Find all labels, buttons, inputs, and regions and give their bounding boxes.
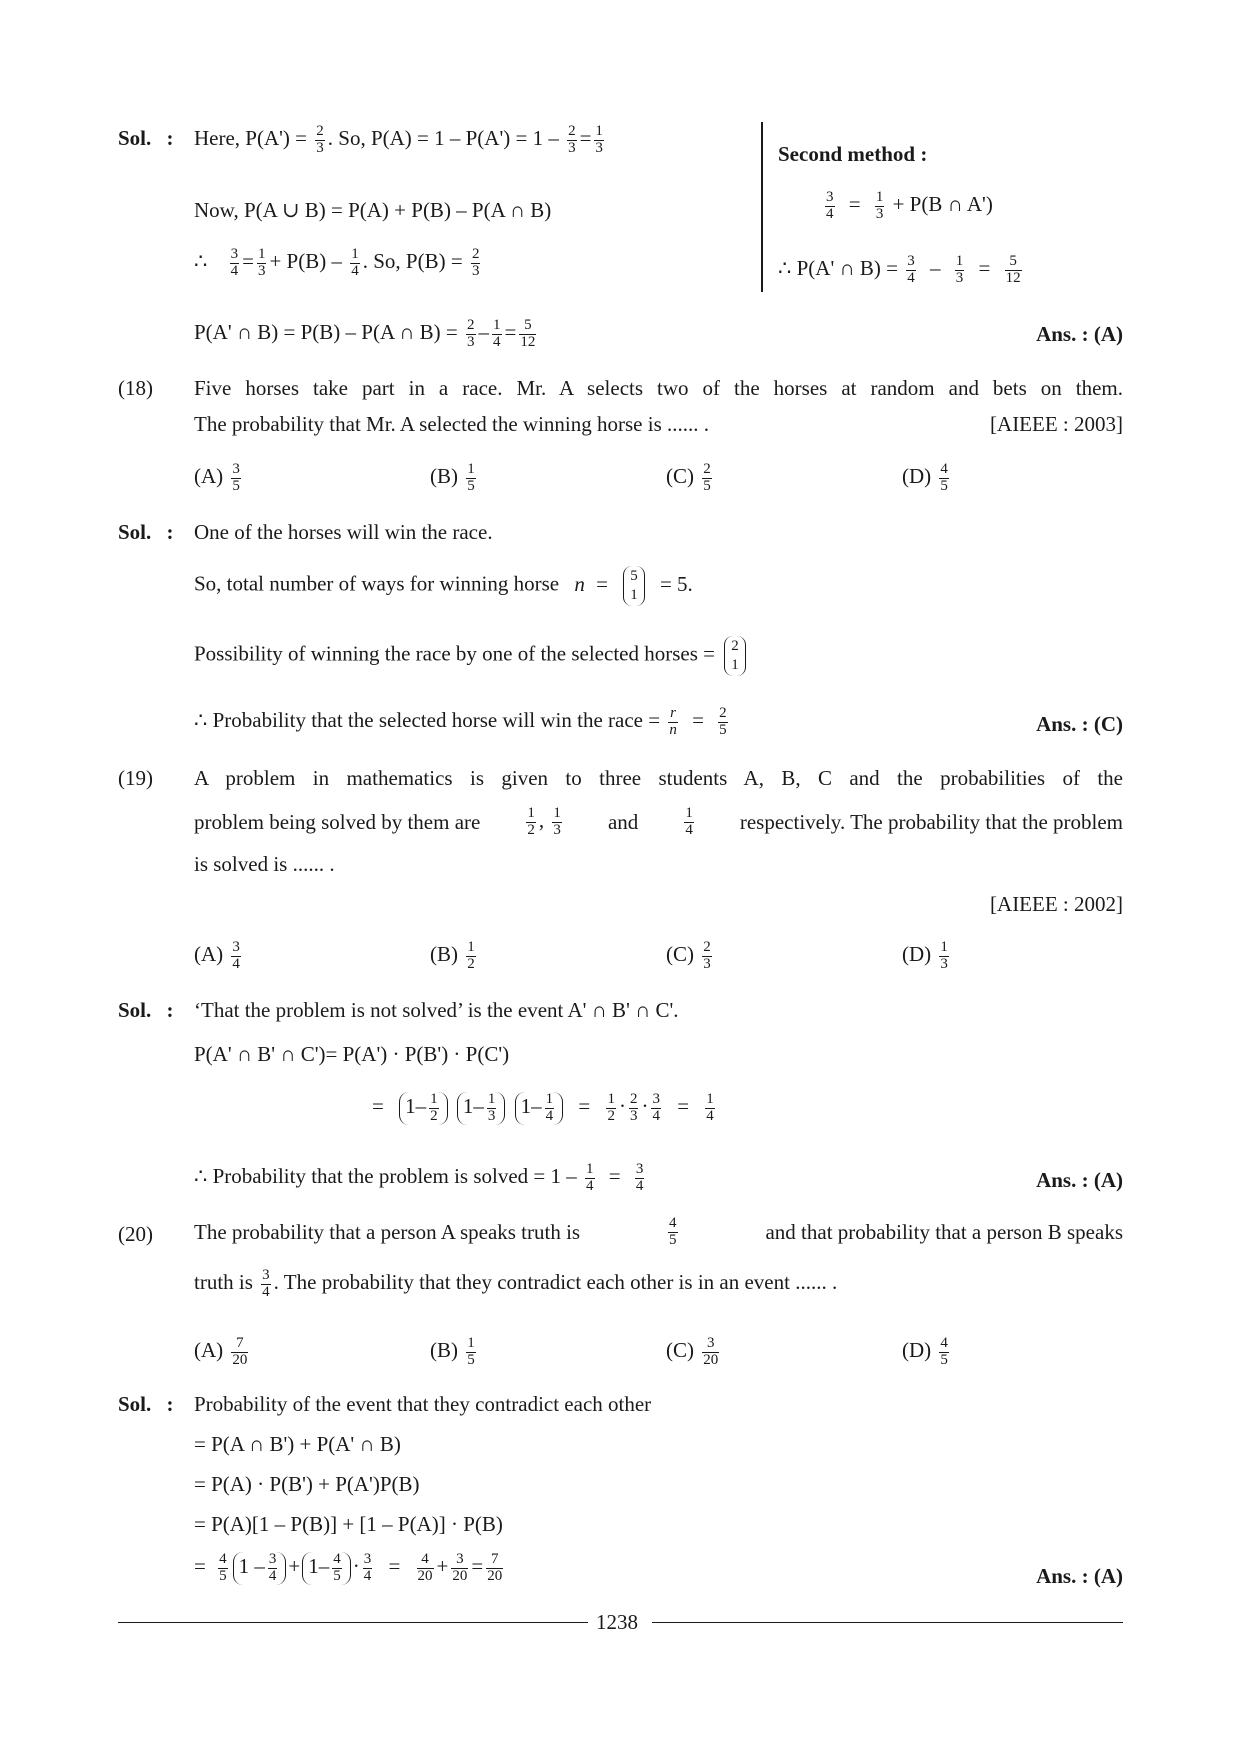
binomial-coefficient: 2 1 bbox=[724, 636, 746, 676]
sol18-line-3 bbox=[194, 636, 750, 676]
option-label: (B) bbox=[430, 942, 458, 967]
option-c[interactable] bbox=[666, 1336, 722, 1369]
fraction: $\frac{4}{20}$ bbox=[417, 1551, 433, 1584]
fraction: $\frac{1}{5}$ bbox=[467, 461, 475, 494]
fraction: $\frac{1}{3}$ bbox=[257, 246, 266, 279]
question-19-text-1: A problem in mathematics is given to three students A, B, C and the probabilities of the bbox=[194, 766, 1123, 790]
fraction: $\frac{3}{4}$ bbox=[232, 939, 240, 972]
question-18-source: [AIEEE : 2003] bbox=[990, 412, 1123, 436]
answer-17: Ans. : (A) bbox=[1036, 322, 1123, 346]
fraction: $\frac{3}{20}$ bbox=[703, 1335, 719, 1368]
sol19-line-4: ∴ Probability that the problem is solved = 1 – $\frac{1}{4}$ = $\frac{3}{4}$ bbox=[194, 1161, 644, 1194]
fraction: $\frac{3}{4}$ bbox=[652, 1091, 660, 1124]
therefore-symbol: ∴ bbox=[194, 249, 208, 274]
sol17-text: . So, P(A) = 1 – P(A') = 1 – bbox=[327, 126, 559, 151]
option-label: (B) bbox=[430, 1338, 458, 1363]
fraction: $\frac{3}{4}$ bbox=[262, 1267, 270, 1300]
sol17-text: ∴ P(A' ∩ B) = bbox=[778, 256, 898, 281]
fraction: $\frac{7}{20}$ bbox=[487, 1551, 503, 1584]
second-method-line-2: $\frac{3}{4}$ = $\frac{1}{3}$ + P(B ∩ A') bbox=[826, 189, 993, 222]
fraction: $\frac{2}{5}$ bbox=[719, 705, 727, 738]
sol17-text: P(A' ∩ B) = P(B) – P(A ∩ B) = bbox=[194, 320, 458, 345]
fraction: $\frac{3}{4}$ bbox=[230, 246, 239, 279]
sol19-line-2: P(A' ∩ B' ∩ C')= P(A') · P(B') · P(C') bbox=[194, 1042, 510, 1066]
question-number-18: (18) bbox=[118, 376, 153, 400]
sol-label: Sol. bbox=[118, 1392, 152, 1416]
fraction: $\frac{2}{3}$ bbox=[467, 317, 475, 350]
fraction: $\frac{1}{3}$ bbox=[940, 939, 948, 972]
question-20-text: . The probability that they contradict each other is in an event ...... . bbox=[273, 1270, 838, 1295]
fraction: $\frac{2}{3}$ bbox=[703, 939, 711, 972]
sol17-text: Here, P(A') = bbox=[194, 126, 308, 151]
fraction: $\frac{4}{5}$ bbox=[219, 1551, 227, 1584]
option-label: (C) bbox=[666, 1338, 694, 1363]
sol17-text: + P(B) – bbox=[269, 249, 342, 274]
sol17-line-4: P(A' ∩ B) = P(B) – P(A ∩ B) = $\frac{2}{3}$ – $\frac{1}{4}$ = $\frac{5}{12}$ bbox=[194, 317, 536, 350]
question-18-text-1: Five horses take part in a race. Mr. A selects two of the horses at random and bets on them. bbox=[194, 376, 1123, 400]
parenthesis-group: 1– $\frac{1}{2}$ bbox=[399, 1092, 448, 1125]
sol18-line-2: So, total number of ways for winning horse n = 5 1 = 5. bbox=[194, 566, 693, 606]
option-c[interactable] bbox=[666, 940, 715, 973]
option-label: (C) bbox=[666, 464, 694, 489]
question-20-text: and that probability that a person B speaks bbox=[765, 1219, 1123, 1244]
option-label: (C) bbox=[666, 942, 694, 967]
second-method-line-3: ∴ P(A' ∩ B) = $\frac{3}{4}$ – $\frac{1}{3}$ = $\frac{5}{12}$ bbox=[778, 253, 1021, 286]
second-method-heading: Second method : bbox=[778, 142, 928, 166]
option-label: (A) bbox=[194, 1338, 224, 1363]
sol20-line-5: = $\frac{4}{5}$ 1 – $\frac{3}{4}$ + 1– $\frac{4}{5}$ · $\frac{3}{4}$ = $\frac{4}{20}$ + $\frac{3}{20}$ = $\frac{7}{20}$ bbox=[194, 1551, 503, 1584]
fraction: $\frac{2}{3}$ bbox=[629, 1091, 638, 1124]
answer-20: Ans. : (A) bbox=[1036, 1564, 1123, 1588]
fraction: $\frac{3}{20}$ bbox=[452, 1551, 468, 1584]
sol20-line-1: Probability of the event that they contradict each other bbox=[194, 1392, 652, 1416]
fraction: $\frac{7}{20}$ bbox=[232, 1335, 248, 1368]
sol-colon: : bbox=[166, 1392, 174, 1416]
fraction: $\frac{1}{2}$ bbox=[527, 805, 535, 838]
sol20-line-3: = P(A) · P(B') + P(A')P(B) bbox=[194, 1472, 420, 1496]
sol-colon: : bbox=[166, 520, 174, 544]
question-19-text-2: problem being solved by them are $\frac{1}{2}$ , $\frac{1}{3}$ and $\frac{1}{4}$ respectively. The probability that the problem bbox=[194, 805, 1123, 838]
sol17-text: + P(B ∩ A') bbox=[892, 192, 993, 217]
sol19-text: ∴ Probability that the problem is solved = 1 – bbox=[194, 1164, 577, 1189]
option-b[interactable] bbox=[430, 462, 479, 495]
fraction: $\frac{1}{3}$ bbox=[595, 123, 603, 156]
option-b[interactable] bbox=[430, 1336, 479, 1369]
sol20-line-4: = P(A)[1 – P(B)] + [1 – P(A)] · P(B) bbox=[194, 1512, 503, 1536]
option-label: (D) bbox=[902, 464, 932, 489]
sol-colon: : bbox=[166, 998, 174, 1022]
fraction: $\frac{r}{n}$ bbox=[669, 705, 677, 738]
question-number-20: (20) bbox=[118, 1222, 153, 1246]
sol20-line-2: = P(A ∩ B') + P(A' ∩ B) bbox=[194, 1432, 401, 1456]
question-20-text-1 bbox=[194, 1216, 1123, 1249]
fraction: $\frac{5}{12}$ bbox=[1005, 253, 1021, 286]
footer-rule-left bbox=[118, 1622, 588, 1623]
option-a[interactable] bbox=[194, 1336, 251, 1369]
vertical-divider bbox=[761, 122, 763, 292]
fraction: $\frac{1}{4}$ bbox=[545, 1091, 554, 1124]
fraction: $\frac{1}{2}$ bbox=[467, 939, 475, 972]
fraction: $\frac{3}{5}$ bbox=[232, 461, 240, 494]
sol19-line-1: ‘That the problem is not solved’ is the event A' ∩ B' ∩ C'. bbox=[194, 998, 679, 1022]
fraction: $\frac{4}{5}$ bbox=[333, 1551, 341, 1584]
answer-18: Ans. : (C) bbox=[1036, 712, 1123, 736]
sol18-text: Possibility of winning the race by one of the selected horses = bbox=[194, 641, 715, 666]
sol19-line-3: = 1– $\frac{1}{2}$ 1– $\frac{1}{3}$ 1– $\frac{1}{4}$ = $\frac{1}{2}$ · $\frac{2}{3}$ · $\frac{3}{4}$ = $\frac{1}{4}$ bbox=[372, 1091, 714, 1124]
fraction: $\frac{1}{4}$ bbox=[586, 1161, 594, 1194]
option-d[interactable] bbox=[902, 940, 952, 973]
sol17-line-1: Here, P(A') = $\frac{2}{3}$ . So, P(A) = 1 – P(A') = 1 – $\frac{2}{3}$ = $\frac{1}{3}$ bbox=[194, 123, 603, 156]
variable-n: n bbox=[574, 571, 585, 596]
option-label: (D) bbox=[902, 1338, 932, 1363]
footer-rule-right bbox=[652, 1622, 1123, 1623]
sol-label-20 bbox=[118, 1392, 174, 1417]
sol-label: Sol. bbox=[118, 520, 152, 544]
fraction: $\frac{5}{12}$ bbox=[520, 317, 536, 350]
fraction: $\frac{2}{3}$ bbox=[568, 123, 576, 156]
option-c[interactable] bbox=[666, 462, 715, 495]
sol17-line-2: Now, P(A ∪ B) = P(A) + P(B) – P(A ∩ B) bbox=[194, 198, 552, 222]
option-label: (B) bbox=[430, 464, 458, 489]
sol-label-18 bbox=[118, 520, 174, 545]
question-20-text: The probability that a person A speaks truth is bbox=[194, 1219, 581, 1244]
parenthesis-group: 1– $\frac{1}{4}$ bbox=[515, 1092, 564, 1125]
sol-label: Sol. bbox=[118, 998, 152, 1022]
sol17-text: . So, P(B) = bbox=[362, 249, 463, 274]
fraction: $\frac{1}{4}$ bbox=[706, 1091, 714, 1124]
answer-19: Ans. : (A) bbox=[1036, 1168, 1123, 1192]
sol-colon: : bbox=[166, 126, 174, 150]
option-label: (A) bbox=[194, 942, 224, 967]
fraction: $\frac{1}{3}$ bbox=[875, 189, 884, 222]
question-number-19: (19) bbox=[118, 766, 153, 790]
sol18-line-1: One of the horses will win the race. bbox=[194, 520, 493, 544]
option-label: (D) bbox=[902, 942, 932, 967]
option-a[interactable] bbox=[194, 940, 244, 973]
sol18-text: = 5. bbox=[659, 571, 693, 596]
fraction: $\frac{4}{5}$ bbox=[669, 1215, 677, 1248]
fraction: $\frac{4}{5}$ bbox=[940, 461, 948, 494]
fraction: $\frac{3}{4}$ bbox=[907, 253, 915, 286]
question-20-text: truth is bbox=[194, 1270, 253, 1295]
sol-label: Sol. bbox=[118, 126, 152, 150]
fraction: $\frac{1}{2}$ bbox=[607, 1091, 615, 1124]
sol-label-19 bbox=[118, 998, 174, 1023]
fraction: $\frac{3}{4}$ bbox=[826, 189, 834, 222]
question-19-text-3: is solved is ...... . bbox=[194, 852, 335, 876]
question-18-text-2: The probability that Mr. A selected the winning horse is ...... . bbox=[194, 412, 710, 436]
parenthesis-group: 1– $\frac{4}{5}$ bbox=[302, 1552, 351, 1585]
binomial-coefficient: 5 1 bbox=[623, 566, 645, 606]
fraction: $\frac{1}{3}$ bbox=[955, 253, 964, 286]
parenthesis-group: 1 – $\frac{3}{4}$ bbox=[233, 1552, 287, 1585]
parenthesis-group: 1– $\frac{1}{3}$ bbox=[457, 1092, 506, 1125]
fraction: $\frac{2}{3}$ bbox=[316, 123, 324, 156]
fraction: $\frac{1}{4}$ bbox=[493, 317, 501, 350]
question-19-source: [AIEEE : 2002] bbox=[990, 892, 1123, 916]
sol18-line-4: ∴ Probability that the selected horse will win the race = $\frac{r}{n}$ = $\frac{2}{5}$ bbox=[194, 705, 727, 738]
option-a[interactable] bbox=[194, 462, 244, 495]
fraction: $\frac{2}{5}$ bbox=[703, 461, 711, 494]
page-number: 1238 bbox=[596, 1610, 638, 1634]
fraction: $\frac{1}{3}$ bbox=[553, 805, 561, 838]
question-20-text-2 bbox=[194, 1268, 837, 1301]
option-b[interactable] bbox=[430, 940, 479, 973]
option-d[interactable] bbox=[902, 462, 952, 495]
fraction: $\frac{3}{4}$ bbox=[268, 1551, 277, 1584]
question-19-text: respectively. The probability that the problem bbox=[739, 809, 1123, 834]
fraction: $\frac{2}{3}$ bbox=[471, 246, 480, 279]
sol-label-17 bbox=[118, 126, 174, 151]
question-19-text: problem being solved by them are bbox=[194, 809, 481, 834]
fraction: $\frac{3}{4}$ bbox=[635, 1161, 644, 1194]
fraction: $\frac{1}{3}$ bbox=[487, 1091, 496, 1124]
fraction: $\frac{1}{4}$ bbox=[351, 246, 359, 279]
fraction: $\frac{1}{5}$ bbox=[467, 1335, 475, 1368]
sol18-text: ∴ Probability that the selected horse will win the race = bbox=[194, 708, 661, 733]
fraction: $\frac{1}{4}$ bbox=[685, 805, 693, 838]
option-label: (A) bbox=[194, 464, 224, 489]
question-19-text: and bbox=[607, 809, 639, 834]
fraction: $\frac{4}{5}$ bbox=[940, 1335, 948, 1368]
sol17-line-3: ∴ $\frac{3}{4}$ = $\frac{1}{3}$ + P(B) – $\frac{1}{4}$ . So, P(B) = $\frac{2}{3}$ bbox=[194, 246, 480, 279]
fraction: $\frac{3}{4}$ bbox=[363, 1551, 372, 1584]
sol18-text: So, total number of ways for winning horse bbox=[194, 571, 560, 596]
fraction: $\frac{1}{2}$ bbox=[430, 1091, 438, 1124]
option-d[interactable] bbox=[902, 1336, 952, 1369]
